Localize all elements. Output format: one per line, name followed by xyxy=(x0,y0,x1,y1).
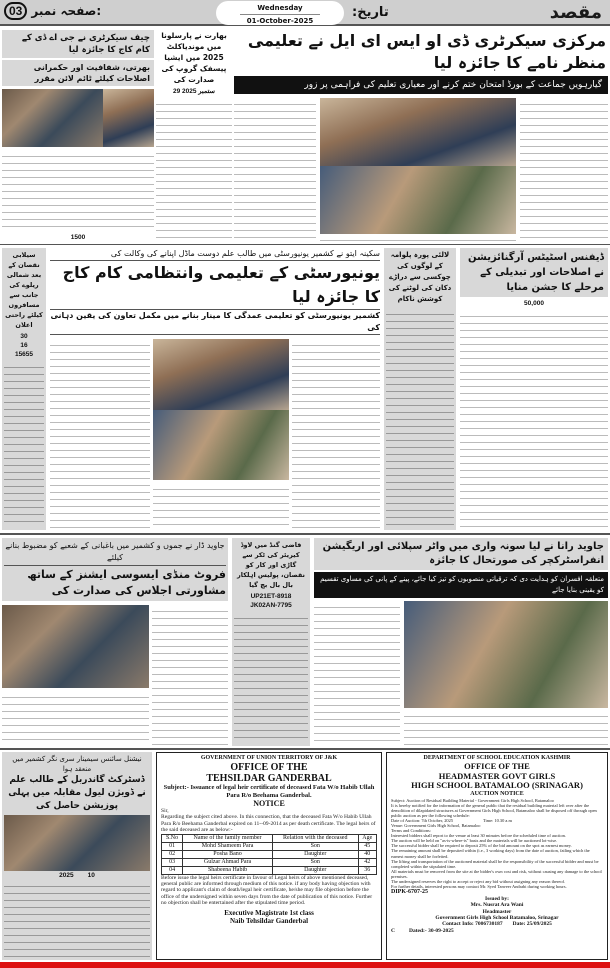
cell-sno: 01 xyxy=(162,842,183,850)
lead-story xyxy=(234,30,608,242)
auction-terms-heading: Terms and Conditions: xyxy=(391,828,431,834)
cell-age: 40 xyxy=(358,850,377,858)
issue-date: 01-October-2025 xyxy=(246,17,314,25)
auction-time: Time: 10.30 a.m xyxy=(483,817,512,823)
col-sno: S.No xyxy=(162,834,183,842)
auction-term: The lifting and transportation of the auctioned material shall be the responsibility of the successful bidder and must be completed within the stipulated time. xyxy=(391,858,599,869)
auction-term: Interested bidders shall report to the venue at least 30 minutes before the scheduled time of auction. xyxy=(391,833,566,839)
auction-title: AUCTION NOTICE xyxy=(470,790,524,797)
lead-body xyxy=(234,98,608,242)
lead-text-col-3 xyxy=(320,234,516,242)
rana-headline: جاوید رانا نے لیا سونہ واری میں واٹر سپلائی اور اریگیشن انفراسٹرکچر کی صورتحال کا جائزہ xyxy=(314,538,608,570)
fruit-mandi-body xyxy=(2,605,228,746)
footer-red-bar xyxy=(0,962,610,968)
defence-headline: ڈیفنس اسٹیٹس آرگنائزیشن نے اصلاحات اور تبدیلی کے مرحلے کا جشن منایا xyxy=(460,248,608,297)
fruit-mandi-headline: فروٹ منڈی ایسوسی ایشنز کے ساتھ مشاورتی اجلاس کی صدارت کی xyxy=(27,568,226,597)
flood-highlight-b: 16 xyxy=(20,342,28,349)
left-top-photo-1 xyxy=(2,89,103,147)
fruit-mandi-left xyxy=(2,605,149,746)
auction-dated-row xyxy=(387,928,607,934)
side-2025-story xyxy=(156,30,232,242)
cell-sno: 03 xyxy=(162,858,183,866)
auction-date-right: Date: 25/09/2025 xyxy=(512,921,552,928)
heirs-table-header xyxy=(162,834,377,842)
rana-subhead: متعلقہ افسران کو ہدایت دی کہ ترقیاتی منصوبوں کو تیز کیا جائے، پینے کے پانی کی مساوی تقسیم کو یقینی بنایا جائے xyxy=(314,572,608,598)
ganderbal-year: 2025 xyxy=(59,872,74,879)
lead-text-col-2 xyxy=(234,98,316,242)
fruit-mandi-story xyxy=(2,538,228,746)
page-number-block xyxy=(4,2,101,20)
side-2025-headline: بھارت نے پارسلونا میں موندیاکلٹ 2025 میں ایشیا پیسفک گروپ کی صدارت کی xyxy=(161,31,227,84)
tehsildar-office-1: OFFICE OF THE xyxy=(230,762,308,773)
rana-text-bottom xyxy=(404,710,608,746)
auction-dept-line: DEPARTMENT OF SCHOOL EDUCATION KASHMIR xyxy=(423,755,571,761)
ganderbal-text xyxy=(4,880,150,958)
weekday: Wednesday xyxy=(257,4,303,12)
date-separator xyxy=(240,14,320,15)
qazigund-box xyxy=(232,538,310,746)
lead-photo-stack xyxy=(320,98,516,242)
tehsildar-intro: Regarding the subject cited above. In this connection, that the deceased Fata W/o Habib Ullah Para R/o Beehama Ganderbal expired on 11--09-2014 as per death certificate. The legal heirs of the said deceased are as below:- xyxy=(161,814,376,834)
cell-sno: 02 xyxy=(162,850,183,858)
flood-box xyxy=(2,248,46,530)
rana-body xyxy=(314,601,608,746)
fruit-mandi-rule xyxy=(4,565,226,566)
university-text-right xyxy=(292,339,380,530)
section-divider-1 xyxy=(0,244,610,245)
cell-name: Gulzar Ahmad Para xyxy=(183,858,273,866)
table-row xyxy=(162,842,377,850)
date-box xyxy=(216,1,344,25)
university-text-bottom xyxy=(153,483,289,530)
flood-text xyxy=(4,361,44,528)
defence-highlight: 50,000 xyxy=(524,300,544,307)
rana-story xyxy=(314,538,608,746)
ganderbal-highlights xyxy=(4,871,150,880)
qazigund-headline: قاضی گنڈ میں لاوڈ کیریئر کی ٹکر سے گاڑی اور کار کو نقصان، پولیس اہلکار بال بال بچ گیا xyxy=(237,541,305,589)
left-top-story xyxy=(2,30,154,242)
col-relation: Relation with the deceased xyxy=(272,834,358,842)
tehsildar-subject: Subject:- Issuance of legal heir certificate of deceased Fata W/o Habib Ullah Para R/o Beehama Ganderbal. xyxy=(163,784,375,799)
ganderbal-kicker: نیشنل سائنس سیمینار سری نگر کشمیر میں منعقد ہوا xyxy=(12,755,142,773)
auction-dated: Dated:- 30-09-2025 xyxy=(408,927,454,934)
col-name: Name of the family member xyxy=(183,834,273,842)
fruit-mandi-kicker: جاوید ڈار نے جموں و کشمیر میں باغبانی کے شعبے کو مضبوط بنانے کیلئے xyxy=(5,541,225,562)
university-kicker: سکینہ ایتو نے کشمیر یونیورسٹی میں طالب علم دوست ماڈل اپنانے کی وکالت کی xyxy=(110,249,380,258)
defence-text xyxy=(460,310,608,530)
tehsildar-body: Before issue the legal heirs certificate in favour of Legal heirs of above mentioned deceased, general public are informed through medium of this notice. if any body having objection with regard to applicant's claim of death/legal heir certificate, he/she may file objection before the office of the undersigned within seven days from the date of publication of this notice. Further no objection shall be entertained after the stipulated time period. xyxy=(161,874,373,907)
auction-date: Date of Auction: 7th October, 2025 xyxy=(391,817,454,823)
auction-mark: C xyxy=(391,927,395,934)
tehsildar-notice xyxy=(156,752,382,960)
auction-office-2: HEADMASTER GOVT GIRLS xyxy=(438,770,556,781)
pulwama-text xyxy=(386,308,454,528)
table-row xyxy=(162,858,377,866)
lead-subhead: گیارہویں جماعت کے بورڈ امتحان ختم کرنے اور معیاری تعلیم کی فراہمی پر زور xyxy=(234,76,608,94)
ganderbal-photo xyxy=(4,815,150,871)
auction-notice xyxy=(386,752,608,960)
auction-term: All materials must be removed from the site at the bidder's own cost and risk, without causing any damage to the school premises. xyxy=(391,868,602,879)
auction-issuer-name: Mrs. Nusrat Ara Wani xyxy=(470,902,524,909)
auction-intro: It is hereby notified for the information of the general public that the residual building material left over after the demolition of dilapidated structures at Government Girls High School, Batamaloo shall be disposed off through open public auction as per the following schedule: xyxy=(391,802,597,818)
tehsildar-sign-2: Naib Tehsildar Ganderbal xyxy=(229,916,309,925)
auction-issuer-school: Government Girls High School Batamaloo, Srinagar xyxy=(435,915,559,922)
qazigund-plate-2: JK02AN-7795 xyxy=(250,602,292,609)
left-top-subhead: بھرتی، شفافیت اور حکمرانی اصلاحات کیلئے ٹائم لائن مقرر xyxy=(2,60,154,86)
side-2025-text xyxy=(156,98,232,242)
section-divider-3 xyxy=(0,748,610,750)
cell-relation: Daughter xyxy=(272,866,358,874)
defence-story xyxy=(460,248,608,530)
qazigund-text xyxy=(234,612,308,744)
auction-venue: Venue: Government Girls High School, Batamaloo xyxy=(391,822,481,828)
auction-contact: Contact Info: 7006730187 xyxy=(442,921,503,928)
cell-relation: Daughter xyxy=(272,850,358,858)
auction-office-1: OFFICE OF THE xyxy=(464,761,530,771)
tehsildar-notice-title: NOTICE xyxy=(253,799,285,808)
cell-name: Mohd Shameem Para xyxy=(183,842,273,850)
university-body xyxy=(50,339,380,530)
auction-issued-by: Issued by: xyxy=(485,896,509,903)
left-top-text xyxy=(2,150,154,233)
date-label: تاریخ: xyxy=(352,5,389,20)
tehsildar-office-2: TEHSILDAR GANDERBAL xyxy=(206,773,332,784)
ganderbal-headline: ڈسٹرکٹ گاندربل کے طالب علم نے ڈویژن لیول مقابلہ میں پہلی پوزیشن حاصل کی xyxy=(8,775,146,811)
auction-office-3: HIGH SCHOOL BATAMALOO (SRINAGAR) xyxy=(411,780,583,790)
page-label: صفحہ نمبر: xyxy=(31,4,102,18)
auction-term: The successful bidder shall be required to deposit 25% of the bid amount on the spot as earnest money. xyxy=(391,843,572,849)
rana-photo xyxy=(404,601,608,708)
rana-right xyxy=(404,601,608,746)
pulwama-headline: لالئی پورہ پلوامہ کے لوگوں کی چوکسی سے دراڑے دکان کی لوٹنے کی کوشش ناکام xyxy=(388,251,452,303)
side-2025-date: 29 ستمبر 2025 xyxy=(172,88,216,95)
col-age: Age xyxy=(358,834,377,842)
cell-age: 36 xyxy=(358,866,377,874)
left-top-photo-2 xyxy=(103,89,154,147)
ganderbal-box xyxy=(2,752,152,960)
university-photo-1 xyxy=(153,339,289,410)
fruit-mandi-text-bottom xyxy=(2,691,149,746)
pulwama-box xyxy=(384,248,456,530)
auction-subject: Subject: Auction of Residual Building Material - Government Girls High School, Batamaloo xyxy=(391,797,554,803)
cell-age: 42 xyxy=(358,858,377,866)
page-number: 03 xyxy=(4,2,27,20)
table-row xyxy=(162,850,377,858)
lead-text-col-1 xyxy=(520,98,608,242)
university-text-left xyxy=(50,339,150,530)
left-top-headline: چیف سیکرٹری نے جی اے ڈی کے کام کاج کا جائزہ لیا xyxy=(2,30,154,58)
cell-sno: 04 xyxy=(162,866,183,874)
qazigund-plate-1: UP21ET-8918 xyxy=(250,593,292,600)
section-divider-2 xyxy=(0,533,610,535)
heirs-table xyxy=(161,834,377,875)
flood-highlight-c: 15655 xyxy=(14,351,34,358)
auction-term: The undersigned reserves the right to accept or reject any bid without assigning any reason thereof. xyxy=(391,879,566,884)
university-story xyxy=(50,248,380,530)
cell-name: Shabeena Habib xyxy=(183,866,273,874)
fruit-mandi-text-right xyxy=(152,605,228,746)
university-headline: یونیورسٹی کے تعلیمی وانتظامی کام کاج کا جائزہ لیا xyxy=(62,263,380,306)
newspaper-logo: مقصد xyxy=(549,2,602,23)
cell-relation: Son xyxy=(272,842,358,850)
auction-dipk: DIPK-6707-25 xyxy=(391,889,428,896)
lead-photo-2 xyxy=(320,166,516,234)
fruit-mandi-photo xyxy=(2,605,149,688)
auction-issuer-title: Headmaster xyxy=(482,908,512,915)
university-rule-3 xyxy=(50,334,380,335)
tehsildar-sign-1: Executive Magistrate 1st class xyxy=(224,908,314,917)
auction-term: For further details, interested persons may contact Mr. Syed Tanveer Andrabi during working hours. xyxy=(391,884,567,890)
fruit-mandi-box xyxy=(2,538,228,601)
lead-photo-1 xyxy=(320,98,516,166)
tehsildar-salutation: Sir, xyxy=(161,808,169,814)
left-top-photos xyxy=(2,89,154,147)
cell-relation: Son xyxy=(272,858,358,866)
flood-highlight-a: 30 xyxy=(20,333,28,340)
ganderbal-num: 10 xyxy=(87,872,95,879)
university-photo-2 xyxy=(153,410,289,481)
auction-terms xyxy=(387,833,607,889)
cell-age: 45 xyxy=(358,842,377,850)
university-photo-stack xyxy=(153,339,289,530)
auction-term: The remaining amount shall be deposited within (i.e., 3 working days) from the date of auction, failing which the earnest money shall be forfeited. xyxy=(391,848,590,859)
table-row xyxy=(162,866,377,874)
auction-term: The auction will be held on "as-is-where-is" basis and the materials will be auctioned lot-wise. xyxy=(391,838,558,844)
tehsildar-gov-line: GOVERNMENT OF UNION TERRITORY OF J&K xyxy=(200,755,338,761)
rana-text-left xyxy=(314,601,400,746)
cell-name: Posha Bano xyxy=(183,850,273,858)
lead-headline: مرکزی سیکرٹری ڈی او ایس ای ایل نے تعلیمی منظر نامے کا جائزہ لیا xyxy=(247,31,606,72)
left-top-highlight: 1500 xyxy=(2,233,154,242)
university-subhead: کشمیر یونیورسٹی کو تعلیمی عمدگی کا مینار بنانے میں مکمل تعاون کی یقین دہانی کی xyxy=(50,311,380,332)
flood-headline: سیلابی نقصان کے بعد شمالی ریلوے کی جانب سے مسافروں کیلئے راحتی اعلان xyxy=(5,251,43,329)
